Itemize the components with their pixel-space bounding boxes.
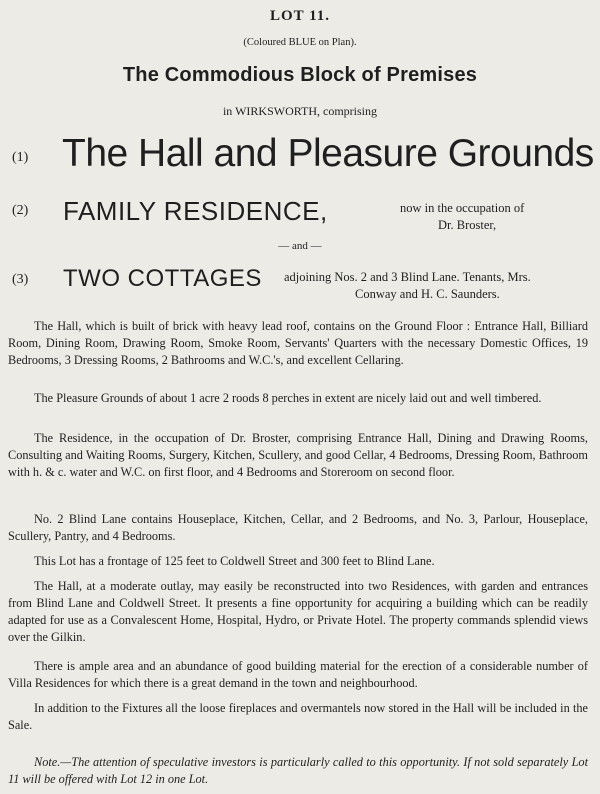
item2-note-line2: Dr. Broster, <box>438 218 497 232</box>
paragraph-blind-lane-text: No. 2 Blind Lane contains Houseplace, Kitchen, Cellar, and 2 Bedrooms, and No. 3, Parlour, Houseplace, Scullery, Pantry, and 4 Bedrooms. <box>8 512 588 543</box>
paragraph-hall-text: The Hall, which is built of brick with heavy lead roof, contains on the Ground Floor : Entrance Hall, Billiard Room, Dining Room, Drawing Room, Smoke Room, Servants' Quarters with the necessary Domestic Offices, 19 Bedrooms, 3 Dressing Rooms, 2 Bathrooms and W.C.'s, and excellent Cellaring. <box>8 319 588 367</box>
paragraph-frontage-text: This Lot has a frontage of 125 feet to Coldwell Street and 300 feet to Blind Lane. <box>34 554 435 568</box>
item3-number: (3) <box>12 272 29 287</box>
item3-note-line2: Conway and H. C. Saunders. <box>355 287 500 301</box>
paragraph-residence <box>8 430 588 481</box>
paragraph-reconstruction-text: The Hall, at a moderate outlay, may easily be reconstructed into two Residences, with garden and entrances from Blind Lane and Coldwell Street. It presents a fine opportunity for acquiring a building which can be readily adapted for use as a Convalescent Home, Hospital, Hydro, or Private Hotel. The property commands splendid views over the Gilkin. <box>8 579 588 644</box>
note-speculative-investors <box>8 754 588 788</box>
note-text: Note.—The attention of speculative investors is particularly called to this opportunity. If not sold separately Lot 11 will be offered with Lot 12 in one Lot. <box>8 755 588 786</box>
item3-title: TWO COTTAGES <box>63 265 262 292</box>
coloured-note: (Coloured BLUE on Plan). <box>243 37 357 48</box>
paragraph-fixtures-text: In addition to the Fixtures all the loose fireplaces and overmantels now stored in the Hall will be included in the Sale. <box>8 701 588 732</box>
paragraph-blind-lane <box>8 511 588 545</box>
paragraph-building-material-text: There is ample area and an abundance of good building material for the erection of a considerable number of Villa Residences for which there is a great demand in the town and neighbourhood. <box>8 659 588 690</box>
and-separator: — and — <box>278 240 322 252</box>
item2-number: (2) <box>12 203 29 218</box>
paragraph-reconstruction <box>8 578 588 646</box>
paragraph-frontage <box>8 553 588 570</box>
paragraph-fixtures <box>8 700 588 734</box>
item2-note-line1: now in the occupation of <box>400 201 525 215</box>
lot-title: LOT 11. <box>269 8 331 24</box>
item1-number: (1) <box>12 150 29 165</box>
paragraph-hall <box>8 318 588 369</box>
item3-note-line1: adjoining Nos. 2 and 3 Blind Lane. Tenants, Mrs. <box>284 270 531 284</box>
location-line: in WIRKSWORTH, comprising <box>222 104 378 118</box>
paragraph-grounds-text: The Pleasure Grounds of about 1 acre 2 roods 8 perches in extent are nicely laid out and well timbered. <box>34 391 542 405</box>
item2-title: FAMILY RESIDENCE, <box>63 196 328 226</box>
item1-title: The Hall and Pleasure Grounds <box>62 132 594 175</box>
paragraph-grounds <box>8 390 588 407</box>
paragraph-building-material <box>8 658 588 692</box>
block-heading: The Commodious Block of Premises <box>122 64 478 86</box>
paragraph-residence-text: The Residence, in the occupation of Dr. Broster, comprising Entrance Hall, Dining and Drawing Rooms, Consulting and Waiting Rooms, Surgery, Kitchen, Scullery, and good Cellar, 4 Bedrooms, Dressing Room, Bathroom with h. & c. water and W.C. on first floor, and 4 Bedrooms and Storeroom on second floor. <box>8 431 588 479</box>
